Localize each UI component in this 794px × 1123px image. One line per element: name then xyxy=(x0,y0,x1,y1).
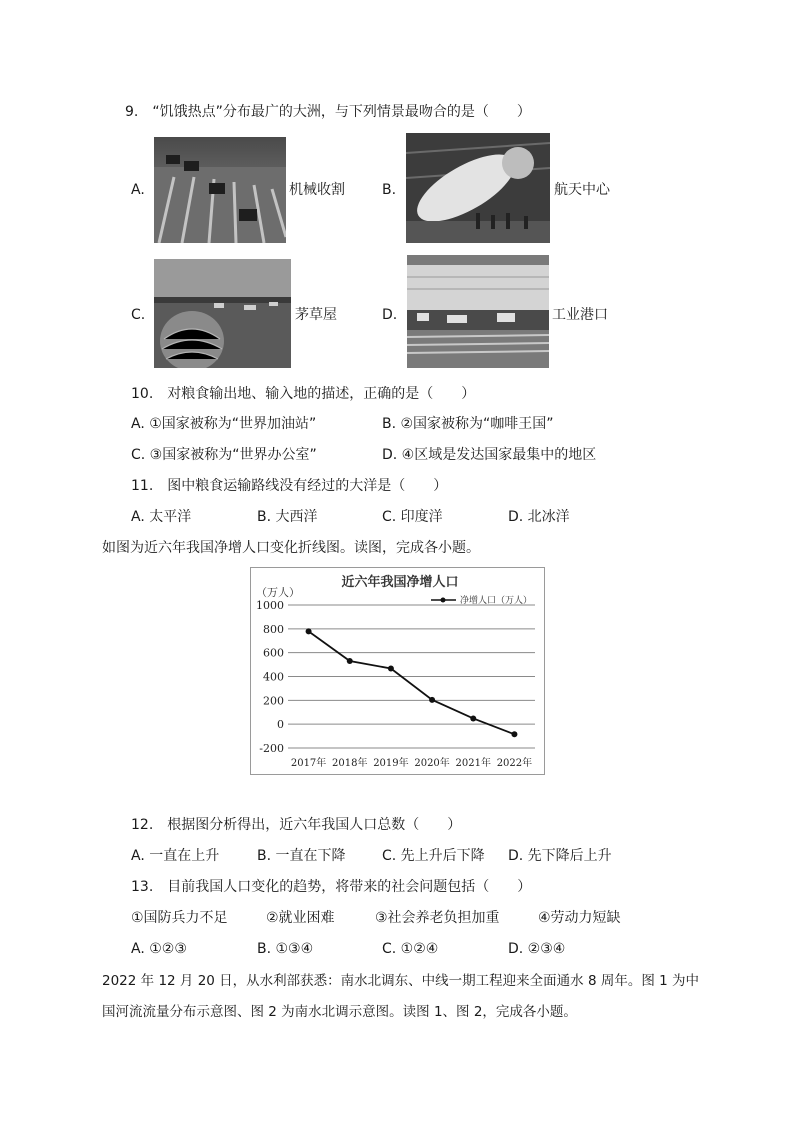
q13-item-2: ②就业困难 xyxy=(266,910,335,926)
q11-option-c: C. 印度洋 xyxy=(382,509,443,525)
question-10-stem: 10. 对粮食输出地、输入地的描述，正确的是（ ） xyxy=(131,386,476,402)
data-point-2 xyxy=(388,666,394,672)
question-9-stem: 9. “饥饿热点”分布最广的大洲，与下列情景最吻合的是（ ） xyxy=(125,104,531,120)
data-point-1 xyxy=(347,658,353,664)
q12-option-d: D. 先下降后上升 xyxy=(508,848,612,864)
y-tick-label-1: 800 xyxy=(263,622,284,636)
q10-option-b: B. ②国家被称为“咖啡王国” xyxy=(382,416,554,432)
data-point-3 xyxy=(429,697,435,703)
water-intro-line-2: 国河流流量分布示意图、图 2 为南水北调示意图。读图 1、图 2，完成各小题。 xyxy=(102,1004,577,1020)
population-intro: 如图为近六年我国净增人口变化折线图。读图，完成各小题。 xyxy=(102,540,480,556)
thatched-hut-photo xyxy=(154,259,291,368)
q9-option-b-letter: B. xyxy=(382,182,397,198)
q12-option-a: A. 一直在上升 xyxy=(131,848,220,864)
q12-option-c: C. 先上升后下降 xyxy=(382,848,485,864)
chart-unit-label: （万人） xyxy=(256,586,300,599)
q10-option-c: C. ③国家被称为“世界办公室” xyxy=(131,447,317,463)
chart-svg xyxy=(250,567,545,775)
y-tick-label-3: 400 xyxy=(263,670,284,684)
water-intro-line-1: 2022 年 12 月 20 日，从水利部获悉：南水北调东、中线一期工程迎来全面通水 8 周年。图 1 为中 xyxy=(102,973,700,989)
q9-option-b-caption: 航天中心 xyxy=(554,182,610,198)
q13-option-c: C. ①②④ xyxy=(382,941,439,957)
q12-option-b: B. 一直在下降 xyxy=(257,848,346,864)
q13-option-d: D. ②③④ xyxy=(508,941,566,957)
harvest-photo xyxy=(154,137,286,243)
question-11-stem: 11. 图中粮食运输路线没有经过的大洋是（ ） xyxy=(131,478,448,494)
q9-option-c-letter: C. xyxy=(131,307,146,323)
space-center-photo xyxy=(406,133,550,243)
q13-item-3: ③社会养老负担加重 xyxy=(375,910,500,926)
q11-option-a: A. 太平洋 xyxy=(131,509,192,525)
q11-option-b: B. 大西洋 xyxy=(257,509,318,525)
legend-label: 净增人口（万人） xyxy=(460,596,533,606)
q9-option-d-letter: D. xyxy=(382,307,398,323)
q9-option-a-letter: A. xyxy=(131,182,145,198)
q10-option-a: A. ①国家被称为“世界加油站” xyxy=(131,416,317,432)
data-point-5 xyxy=(511,731,517,737)
y-tick-label-0: 1000 xyxy=(256,599,284,612)
legend-marker xyxy=(441,598,446,603)
question-13-stem: 13. 目前我国人口变化的趋势，将带来的社会问题包括（ ） xyxy=(131,879,532,895)
net-population-chart xyxy=(250,567,545,775)
q9-option-c-caption: 茅草屋 xyxy=(295,307,337,323)
x-tick-label-3: 2020年 xyxy=(414,758,450,769)
question-12-stem: 12. 根据图分析得出，近六年我国人口总数（ ） xyxy=(131,817,462,833)
y-tick-label-5: 0 xyxy=(277,718,284,732)
q9-option-a-caption: 机械收割 xyxy=(289,182,345,198)
y-tick-label-2: 600 xyxy=(263,646,284,660)
q13-item-1: ①国防兵力不足 xyxy=(131,910,228,926)
data-point-0 xyxy=(306,628,312,634)
x-tick-label-0: 2017年 xyxy=(290,758,327,769)
x-tick-label-4: 2021年 xyxy=(455,758,491,769)
industrial-port-photo xyxy=(407,255,549,368)
y-tick-label-6: -200 xyxy=(259,742,284,755)
x-tick-label-5: 2022年 xyxy=(496,758,533,769)
y-tick-label-4: 200 xyxy=(263,694,284,708)
q13-option-b: B. ①③④ xyxy=(257,941,314,957)
q13-item-4: ④劳动力短缺 xyxy=(538,910,621,926)
chart-title: 近六年我国净增人口 xyxy=(341,575,459,590)
q13-option-a: A. ①②③ xyxy=(131,941,187,957)
data-point-4 xyxy=(470,715,476,721)
q11-option-d: D. 北冰洋 xyxy=(508,509,570,525)
q9-option-d-caption: 工业港口 xyxy=(552,307,608,323)
x-tick-label-2: 2019年 xyxy=(373,758,409,769)
q10-option-d: D. ④区域是发达国家最集中的地区 xyxy=(382,447,597,463)
x-tick-label-1: 2018年 xyxy=(332,758,368,769)
